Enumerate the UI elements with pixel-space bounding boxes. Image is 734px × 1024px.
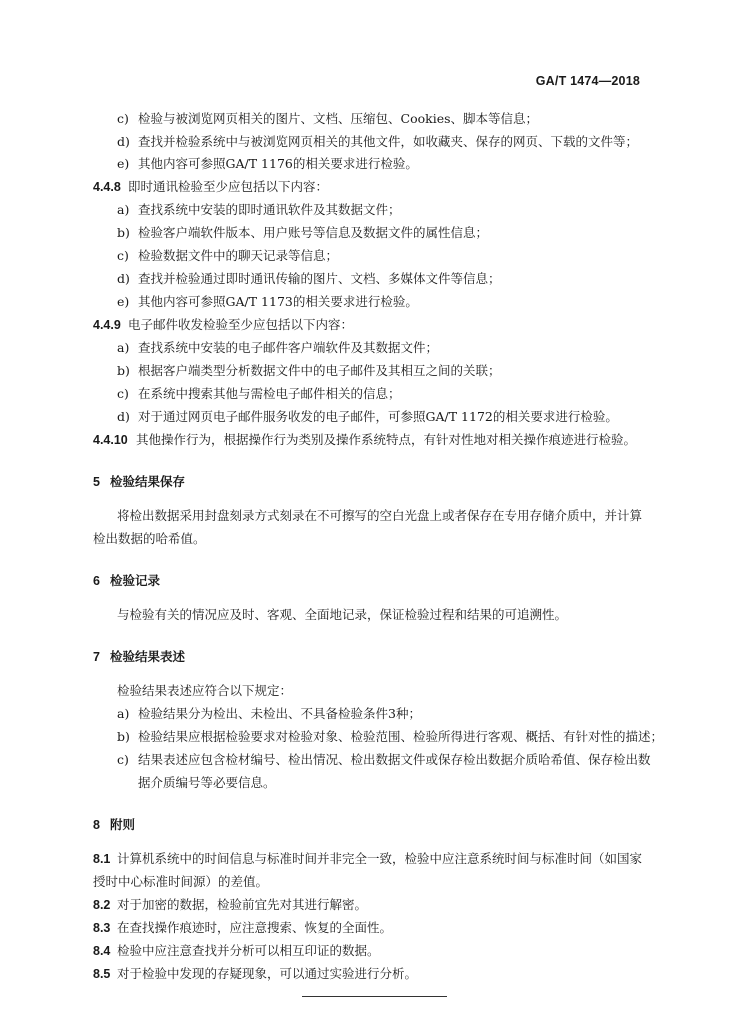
item-text: 查找并检验通过即时通讯传输的图片、文档、多媒体文件等信息；	[138, 271, 501, 286]
item-label: a)	[117, 202, 130, 217]
clause-text: 即时通讯检验至少应包括以下内容：	[128, 179, 329, 194]
item-label: a)	[117, 706, 130, 721]
item-label: c)	[117, 752, 129, 767]
clause-number: 8.2	[93, 898, 111, 912]
clause-text: 对于检验中发现的存疑现象，可以通过实验进行分析。	[117, 966, 418, 981]
item-text: 查找系统中安装的即时通讯软件及其数据文件；	[138, 202, 401, 217]
item-text: 根据客户端类型分析数据文件中的电子邮件及其相互之间的关联；	[138, 363, 501, 378]
item-text: 检验与被浏览网页相关的图片、文档、压缩包、Cookies、脚本等信息；	[138, 111, 539, 126]
item-label: a)	[117, 340, 130, 355]
item-label: d)	[117, 409, 130, 424]
item-label: e)	[117, 294, 130, 309]
item-text: 对于通过网页电子邮件服务收发的电子邮件，可参照GA/T 1172的相关要求进行检验。	[138, 409, 618, 424]
item-label: c)	[117, 248, 129, 263]
clause-number: 4.4.8	[93, 180, 121, 194]
section-title: 检验记录	[110, 573, 161, 588]
clause-text: 授时中心标准时间源）的差值。	[93, 874, 269, 889]
item-label: b)	[117, 729, 130, 744]
item-text: 查找系统中安装的电子邮件客户端软件及其数据文件；	[138, 340, 439, 355]
section-number: 8	[93, 818, 100, 832]
item-text: 查找并检验系统中与被浏览网页相关的其他文件，如收藏夹、保存的网页、下载的文件等；	[138, 134, 639, 149]
clause-text: 电子邮件收发检验至少应包括以下内容：	[128, 317, 354, 332]
clause-number: 4.4.10	[93, 433, 128, 447]
item-text: 在系统中搜索其他与需检电子邮件相关的信息；	[138, 386, 401, 401]
item-label: d)	[117, 271, 130, 286]
end-rule	[302, 996, 447, 997]
section-number: 6	[93, 574, 100, 588]
clause-number: 8.5	[93, 967, 111, 981]
item-label: d)	[117, 134, 130, 149]
item-label: e)	[117, 156, 130, 171]
clause-text: 计算机系统中的时间信息与标准时间并非完全一致，检验中应注意系统时间与标准时间（如国家	[117, 851, 643, 866]
clause-number: 8.1	[93, 852, 111, 866]
section-title: 检验结果表述	[110, 649, 186, 664]
item-label: b)	[117, 225, 130, 240]
item-text: 结果表述应包含检材编号、检出情况、检出数据文件或保存检出数据介质哈希值、保存检出数	[138, 752, 651, 767]
item-text: 检验结果分为检出、未检出、不具备检验条件3种；	[138, 706, 421, 721]
clause-text: 在查找操作痕迹时，应注意搜索、恢复的全面性。	[117, 920, 393, 935]
item-text: 其他内容可参照GA/T 1173的相关要求进行检验。	[138, 294, 418, 309]
item-label: b)	[117, 363, 130, 378]
paragraph-line: 与检验有关的情况应及时、客观、全面地记录，保证检验过程和结果的可追溯性。	[117, 607, 568, 622]
item-text: 检验结果应根据检验要求对检验对象、检验范围、检验所得进行客观、概括、有针对性的描述；	[138, 729, 664, 744]
item-label: c)	[117, 386, 129, 401]
paragraph-line: 检出数据的哈希值。	[93, 531, 206, 546]
item-text: 其他内容可参照GA/T 1176的相关要求进行检验。	[138, 156, 418, 171]
section-title: 附则	[110, 817, 136, 832]
item-label: c)	[117, 111, 129, 126]
clause-text: 其他操作行为，根据操作行为类别及操作系统特点，有针对性地对相关操作痕迹进行检验。	[136, 432, 637, 447]
clause-number: 8.4	[93, 944, 111, 958]
clause-text: 检验中应注意查找并分析可以相互印证的数据。	[117, 943, 380, 958]
clause-number: 4.4.9	[93, 318, 121, 332]
paragraph-line: 检验结果表述应符合以下规定：	[117, 683, 293, 698]
clause-number: 8.3	[93, 921, 111, 935]
clause-text: 对于加密的数据，检验前宜先对其进行解密。	[117, 897, 368, 912]
section-title: 检验结果保存	[110, 474, 186, 489]
item-text: 检验数据文件中的聊天记录等信息；	[138, 248, 339, 263]
item-text: 检验客户端软件版本、用户账号等信息及数据文件的属性信息；	[138, 225, 489, 240]
standard-code: GA/T 1474—2018	[535, 74, 640, 88]
item-text: 据介质编号等必要信息。	[138, 775, 276, 790]
section-number: 7	[93, 650, 100, 664]
paragraph-line: 将检出数据采用封盘刻录方式刻录在不可擦写的空白光盘上或者保存在专用存储介质中，并计算	[117, 508, 643, 523]
section-number: 5	[93, 475, 100, 489]
